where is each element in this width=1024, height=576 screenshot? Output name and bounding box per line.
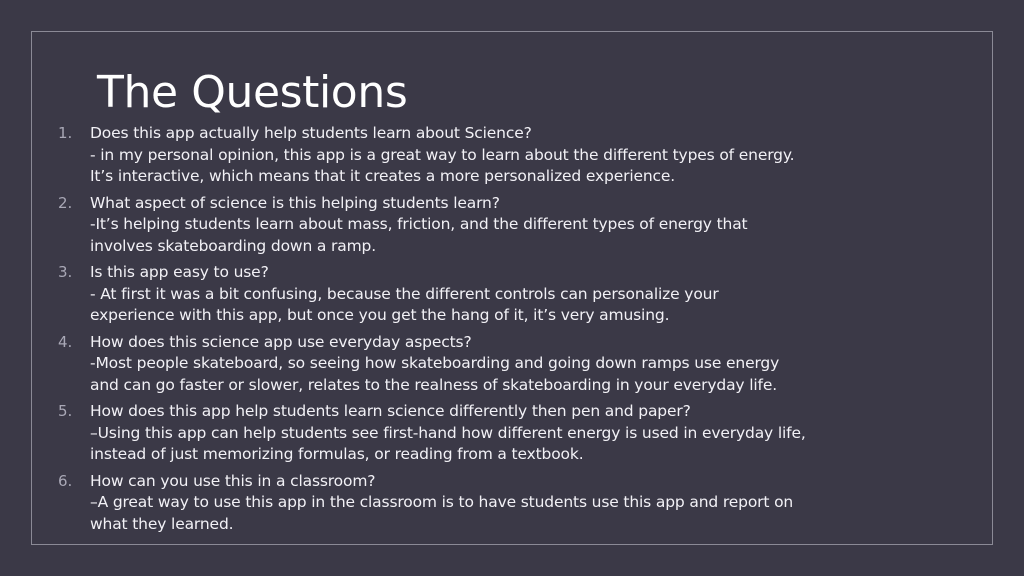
answer-line: - in my personal opinion, this app is a great way to learn about the different types of energy.: [90, 145, 795, 164]
answer-line: It’s interactive, which means that it creates a more personalized experience.: [90, 167, 676, 185]
question-text: [90, 471, 958, 536]
question-line: How does this science app use everyday aspects?: [90, 332, 472, 351]
question-text: [90, 123, 958, 188]
slide-title: The Questions: [97, 67, 408, 118]
answer-line: -Most people skateboard, so seeing how skateboarding and going down ramps use energy: [90, 354, 780, 372]
question-text: [90, 193, 958, 258]
question-number: 3.: [58, 263, 73, 281]
question-text: [90, 332, 958, 397]
question-item-5: [58, 401, 958, 466]
answer-line: –A great way to use this app in the classroom is to have students use this app and report on: [90, 493, 794, 511]
question-line: Is this app easy to use?: [90, 263, 269, 281]
question-item-1: [58, 123, 958, 188]
question-item-6: [58, 471, 958, 536]
answer-line: -It’s helping students learn about mass, friction, and the different types of energy that: [90, 215, 748, 233]
answer-line: instead of just memorizing formulas, or reading from a textbook.: [90, 445, 584, 463]
question-line: How can you use this in a classroom?: [90, 471, 376, 490]
question-number: 6.: [58, 471, 73, 490]
question-text: [90, 262, 958, 327]
question-number: 4.: [58, 332, 73, 351]
answer-line: experience with this app, but once you get the hang of it, it’s very amusing.: [90, 306, 670, 324]
answer-line: what they learned.: [90, 514, 234, 533]
question-list: [58, 123, 958, 540]
answer-line: - At first it was a bit confusing, because the different controls can personalize your: [90, 284, 719, 303]
answer-line: and can go faster or slower, relates to the realness of skateboarding in your everyday life.: [90, 375, 778, 394]
question-item-4: [58, 332, 958, 397]
question-number: 1.: [58, 124, 73, 142]
question-line: How does this app help students learn science differently then pen and paper?: [90, 402, 691, 420]
question-item-2: [58, 193, 958, 258]
question-text: [90, 401, 958, 466]
question-item-3: [58, 262, 958, 327]
question-number: 5.: [58, 402, 73, 420]
answer-line: –Using this app can help students see first-hand how different energy is used in everyday life,: [90, 423, 806, 442]
question-number: 2.: [58, 193, 73, 212]
question-line: Does this app actually help students learn about Science?: [90, 124, 532, 142]
question-line: What aspect of science is this helping students learn?: [90, 193, 500, 212]
answer-line: involves skateboarding down a ramp.: [90, 236, 377, 255]
